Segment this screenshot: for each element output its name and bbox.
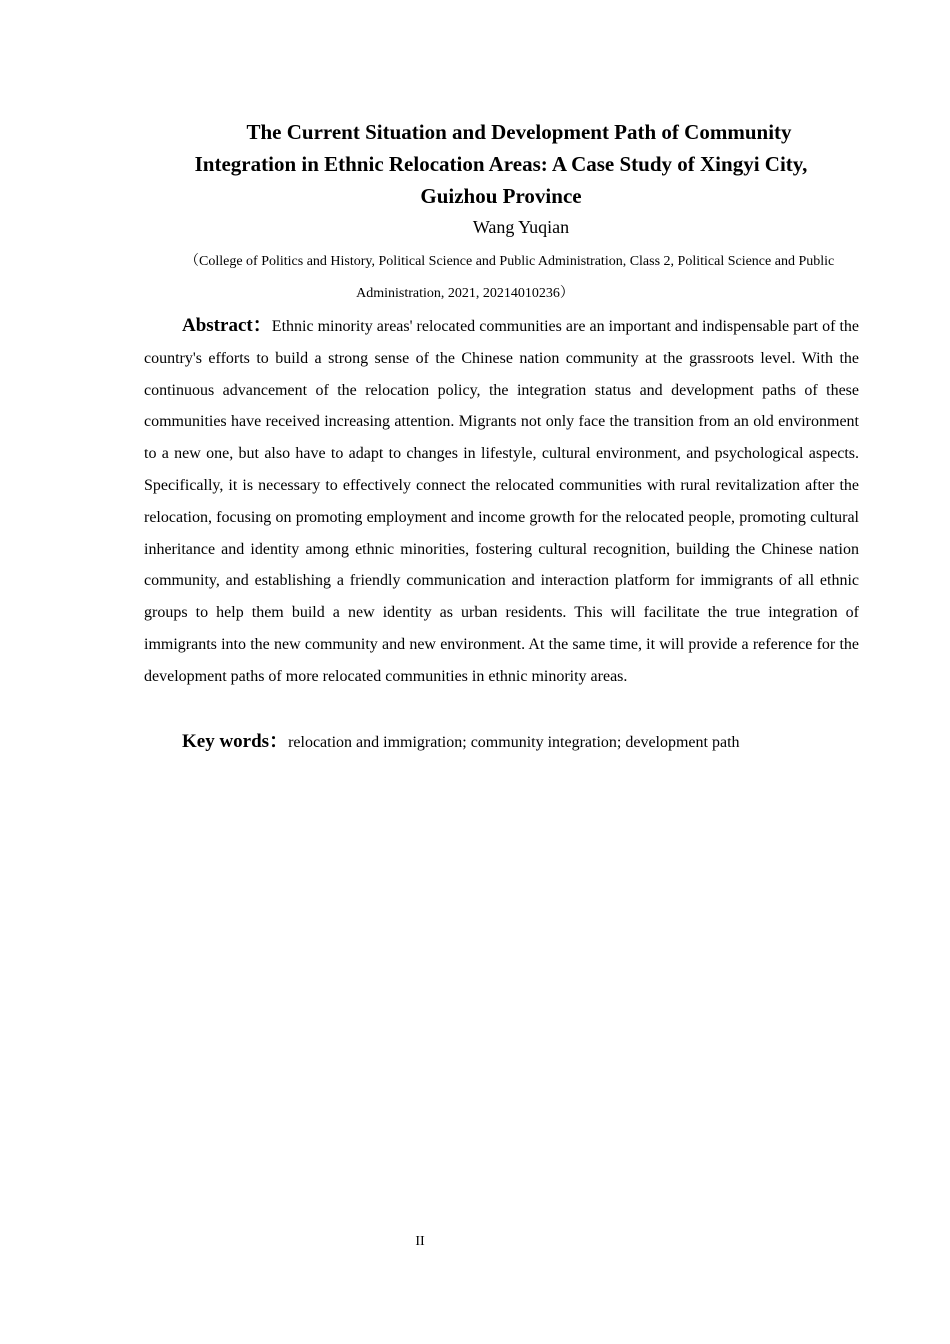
keywords-text: relocation and immigration; community integration; development path: [288, 734, 740, 751]
author-name: Wang Yuqian: [472, 217, 570, 237]
title-line-3: Guizhou Province: [420, 184, 582, 208]
affiliation-line-1: （College of Politics and History, Political Science and Public Administration, Class 2, Political Science and Public: [185, 254, 835, 269]
paper-title: [150, 116, 852, 212]
title-line-2: Integration in Ethnic Relocation Areas: A Case Study of Xingyi City,: [194, 152, 808, 176]
title-line-1: The Current Situation and Development Path of Community: [246, 120, 792, 144]
abstract-label: Abstract：: [182, 315, 272, 336]
abstract-paragraph: [144, 310, 859, 693]
affiliation-line-2: Administration, 2021, 20214010236）: [356, 286, 574, 301]
abstract-text: Ethnic minority areas' relocated communities are an important and indispensable part of the country's efforts to build a strong sense of the Chinese nation community at the grassroots level. With the continuous advancement of the relocation policy, the integration status and development paths of these communities have received increasing attention. Migrants not only face the transition from an old environment to a new one, but also have to adapt to changes in lifestyle, cultural environment, and psychological aspects. Specifically, it is necessary to effectively connect the relocated communities with rural revitalization after the relocation, focusing on promoting employment and income growth for the relocated people, promoting cultural inheritance and identity among ethnic minorities, fostering cultural recognition, building the Chinese nation community, and establishing a friendly communication and interaction platform for immigrants of all ethnic groups to help them build a new identity as urban residents. This will facilitate the true integration of immigrants into the new community and new environment. At the same time, it will provide a reference for the development paths of more relocated communities in ethnic minority areas.: [144, 318, 860, 685]
keywords-paragraph: [182, 726, 859, 758]
keywords-label: Key words：: [182, 731, 289, 752]
page-number: II: [415, 1234, 425, 1249]
affiliation: [185, 246, 861, 310]
